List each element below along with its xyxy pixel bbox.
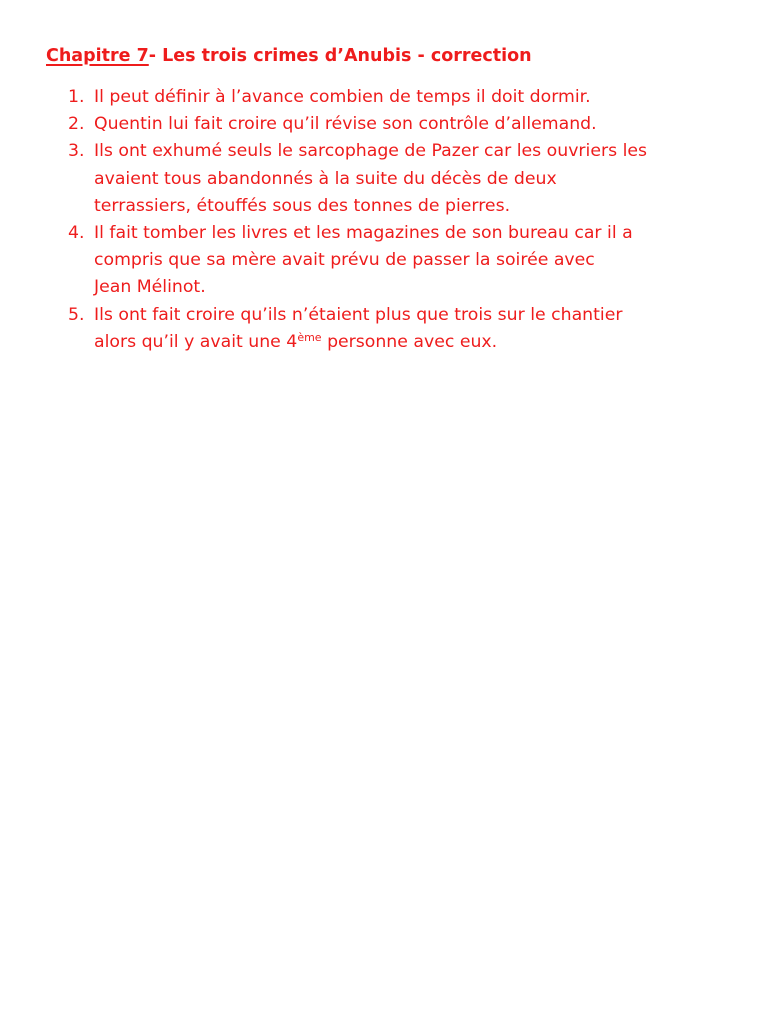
answer-line: Ils ont fait croire qu’ils n’étaient plus que trois sur le chantier <box>94 304 623 325</box>
answer-line: Ils ont exhumé seuls le sarcophage de Pazer car les ouvriers les <box>94 141 647 162</box>
answer-item-5 <box>48 302 738 356</box>
answer-number: 4. <box>68 223 85 244</box>
answer-line: Il peut définir à l’avance combien de temps il doit dormir. <box>94 87 591 107</box>
answer-item-4 <box>48 220 738 302</box>
answer-line: Quentin lui fait croire qu’il révise son contrôle d’allemand. <box>94 114 597 135</box>
answer-item-2 <box>48 111 738 138</box>
answer-number: 2. <box>68 114 85 135</box>
answer-line: Il fait tomber les livres et les magazines de son bureau car il a <box>94 223 633 244</box>
answer-list <box>48 84 738 356</box>
answer-item-1 <box>48 84 738 111</box>
answer-line: compris que sa mère avait prévu de passer la soirée avec <box>94 250 595 271</box>
answer-number: 5. <box>68 304 85 325</box>
answer-line: terrassiers, étouffés sous des tonnes de pierres. <box>94 195 511 216</box>
answer-line: Jean Mélinot. <box>94 277 206 298</box>
ordinal-superscript: ème <box>297 330 322 344</box>
answer-line-tail: personne avec eux. <box>321 331 498 352</box>
answer-number: 1. <box>68 87 85 107</box>
title-text: - Les trois crimes d’Anubis - correction <box>148 46 532 66</box>
answer-number: 3. <box>68 141 85 162</box>
answer-item-3 <box>48 138 738 220</box>
answer-line: avaient tous abandonnés à la suite du décès de deux <box>94 168 557 189</box>
answer-line: alors qu’il y avait une 4 <box>94 331 298 352</box>
page-title <box>46 43 532 69</box>
chapter-label: Chapitre 7 <box>46 46 149 66</box>
